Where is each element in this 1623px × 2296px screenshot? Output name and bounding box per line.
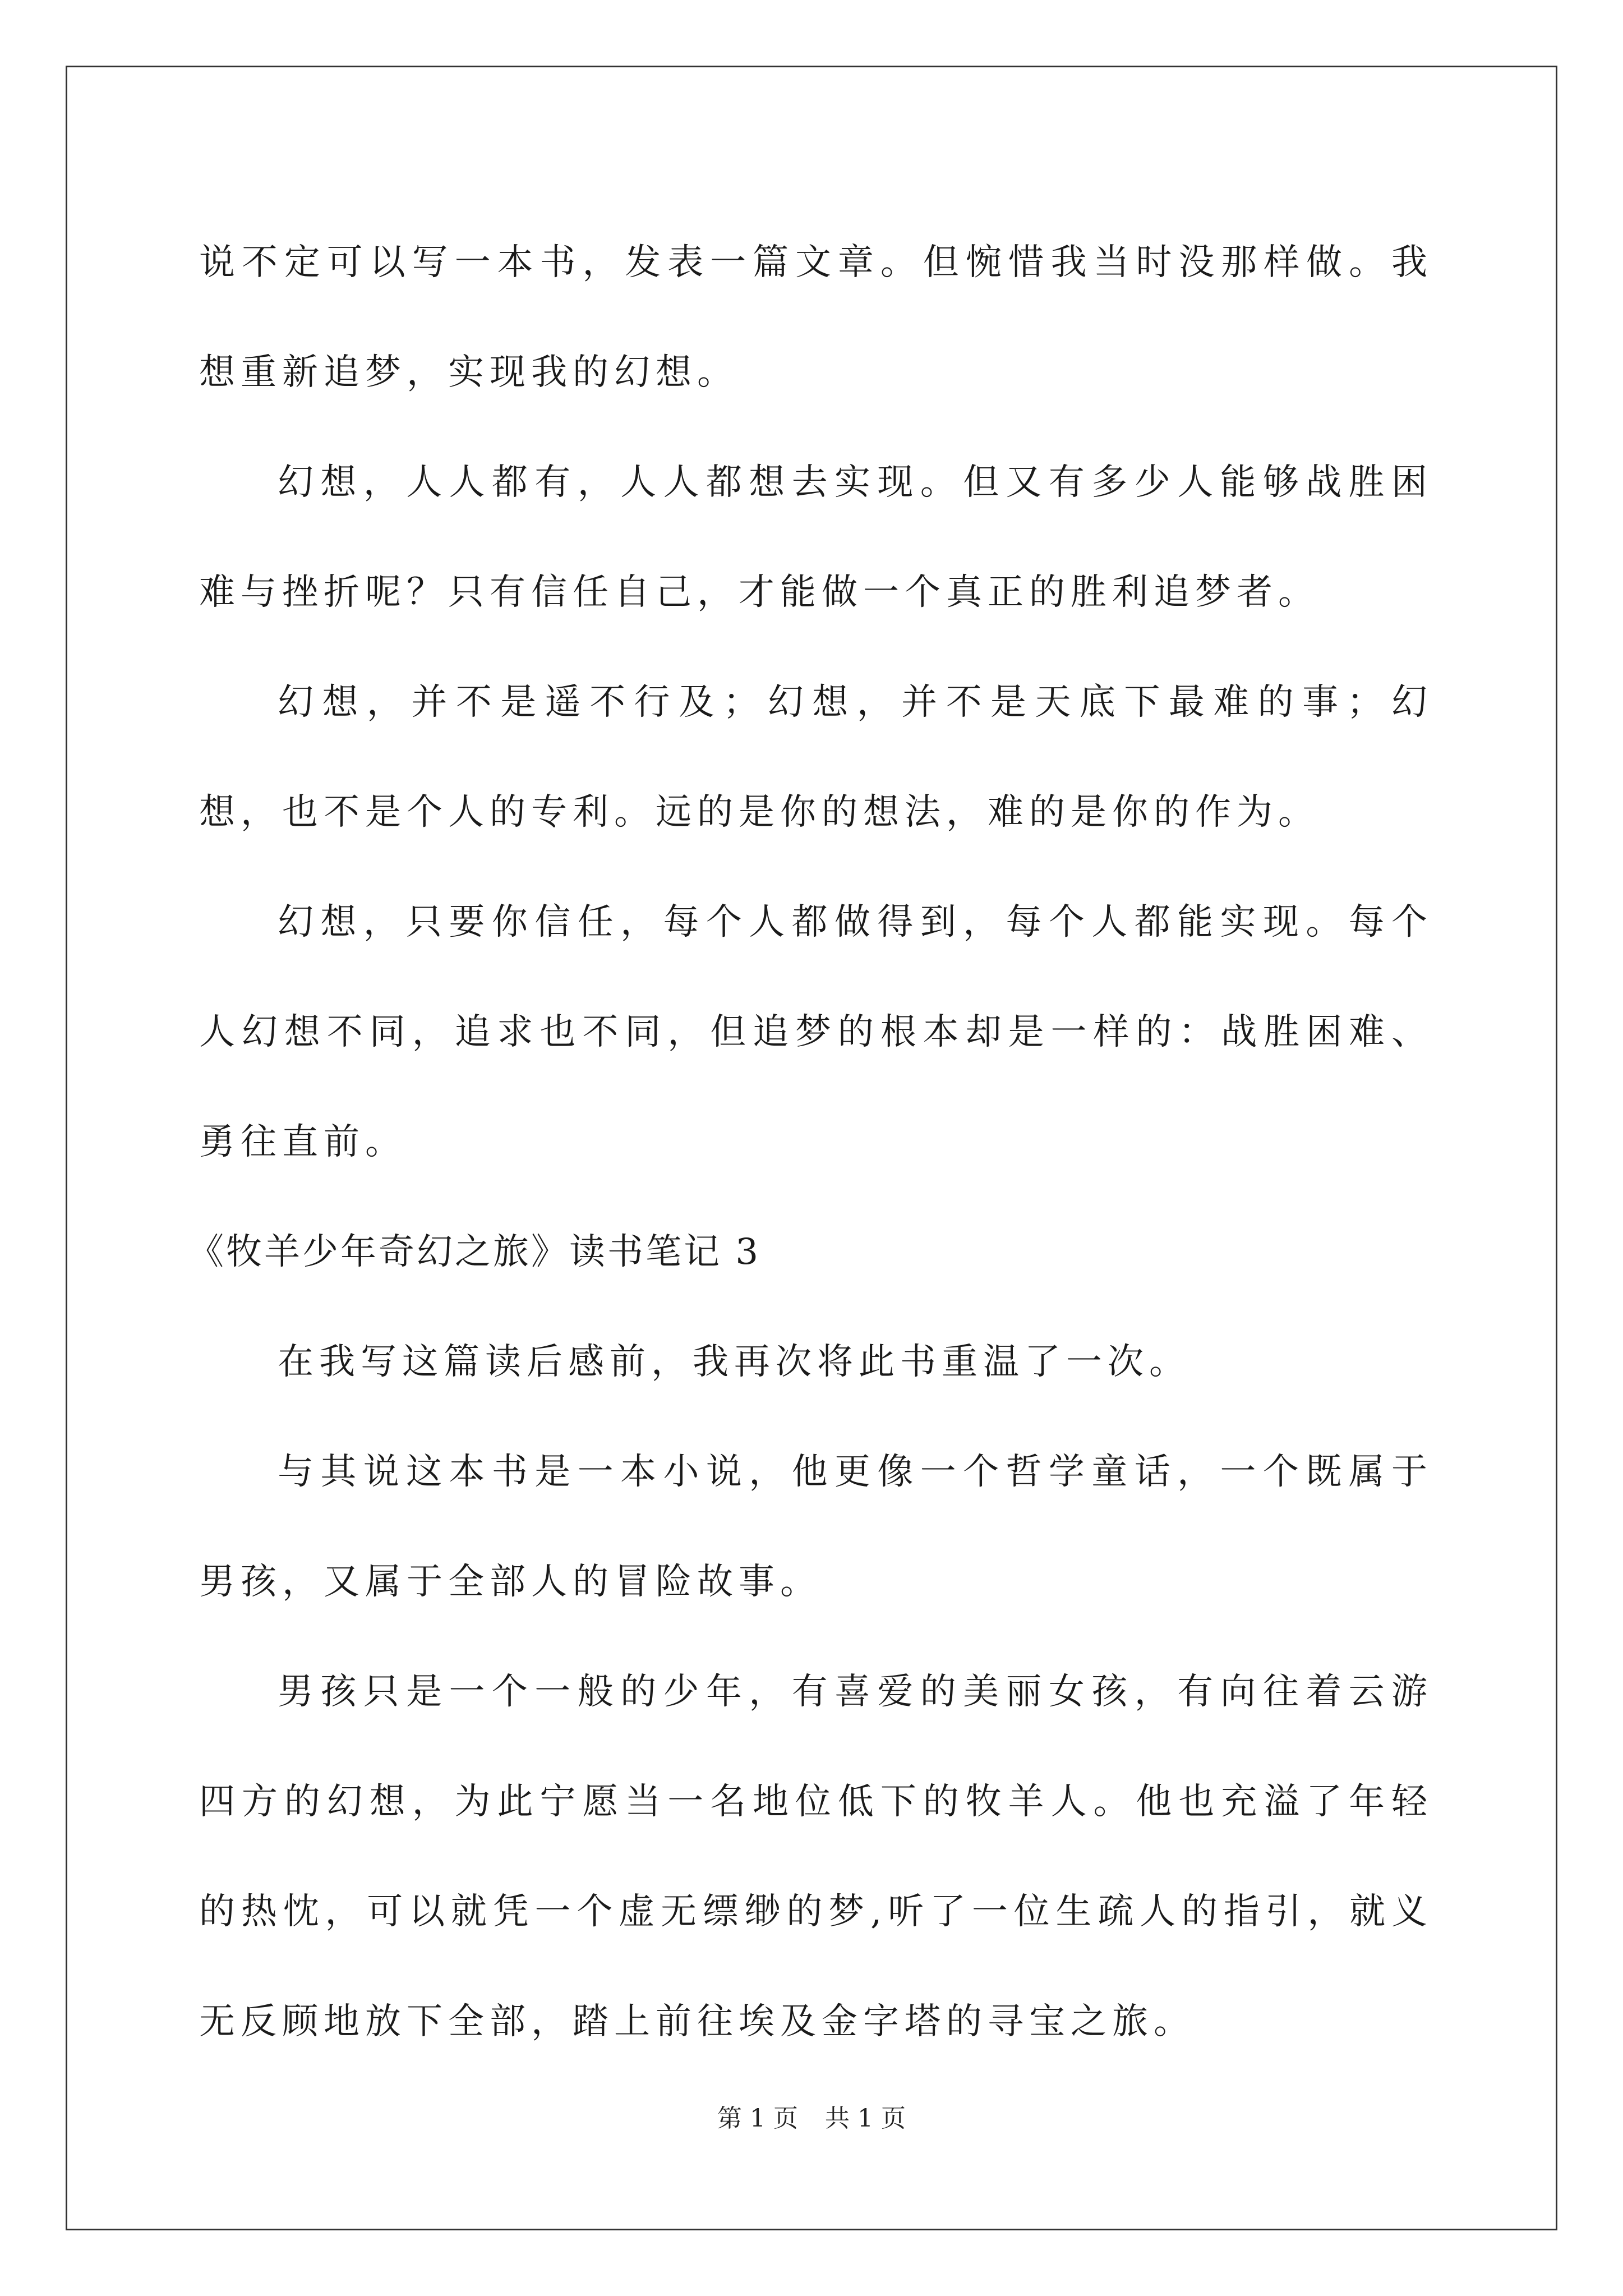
document-body xyxy=(188,208,1433,2077)
paragraph: 说不定可以写一本书，发表一篇文章。但惋惜我当时没那样做。我想重新追梦，实现我的幻想。 xyxy=(199,242,1433,393)
paragraph: 男孩只是一个一般的少年，有喜爱的美丽女孩，有向往着云游四方的幻想，为此宁愿当一名地位低下的牧羊人。他也充溢了年轻的热忱，可以就凭一个虚无缥缈的梦,听了一位生疏人的指引，就义无反顾地放下全部，踏上前往埃及金字塔的寻宝之旅。 xyxy=(199,1671,1433,2042)
paragraph: 在我写这篇读后感前，我再次将此书重温了一次。 xyxy=(278,1341,1191,1383)
page-total: 共 1 页 xyxy=(825,2104,906,2133)
paragraph: 与其说这本书是一本小说，他更像一个哲学童话，一个既属于男孩，又属于全部人的冒险故事。 xyxy=(199,1451,1433,1603)
page-number: 第 1 页 xyxy=(717,2104,798,2133)
page-footer xyxy=(0,2098,1623,2134)
paragraph: 幻想，人人都有，人人都想去实现。但又有多少人能够战胜困难与挫折呢？只有信任自己，才能做一个真正的胜利追梦者。 xyxy=(199,462,1433,613)
section-heading: 《牧羊少年奇幻之旅》读书笔记 3 xyxy=(188,1231,761,1273)
paragraph: 幻想，只要你信任，每个人都做得到，每个人都能实现。每个人幻想不同，追求也不同，但追梦的根本却是一样的：战胜困难、勇往直前。 xyxy=(199,901,1433,1163)
paragraph: 幻想，并不是遥不行及；幻想，并不是天底下最难的事；幻想，也不是个人的专利。远的是你的想法，难的是你的作为。 xyxy=(199,682,1433,833)
